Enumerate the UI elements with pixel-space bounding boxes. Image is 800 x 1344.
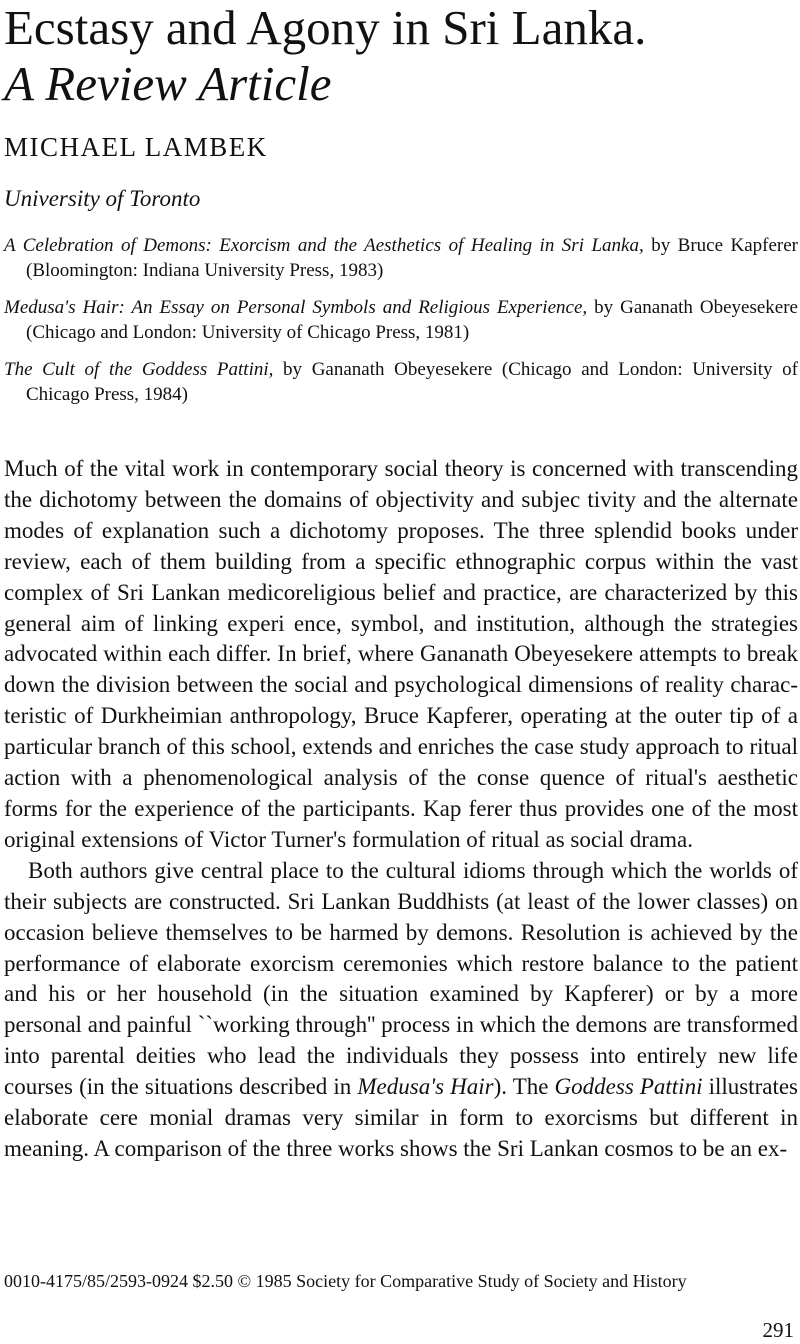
book-title: The Cult of the Goddess Pattini, <box>4 359 274 380</box>
paragraph-text: Both authors give central place to the cultural idioms through which the worlds of their subjects are constructed. Sri Lankan Buddhists (at least of the lower classes) on occasion believe themselves to be harmed by demons. Resolution is achieved by the performance of elaborate exorcism ceremonies which restore balance to the patient and his or her household (in the situation examined by Kapferer) or by a more personal and painful ``working through'' process in which the demons are transformed into parental deities who lead the individuals they possess into entirely new life courses (in the situations described in <box>4 857 798 1100</box>
reviewed-books-list <box>4 233 798 419</box>
book-title-reference: Goddess Pattini <box>554 1074 703 1100</box>
book-details: by Bruce Kapferer (Bloomington: Indiana University Press, 1983) <box>26 235 799 281</box>
book-details: by Gananath Obeyesekere (Chicago and London: University of Chicago Press, 1984) <box>26 359 798 405</box>
body-paragraph-2 <box>4 856 798 1165</box>
author-name: MICHAEL LAMBEK <box>4 132 268 162</box>
title-main: Ecstasy and Agony in Sri Lanka. <box>4 0 647 55</box>
author-affiliation: University of Toronto <box>4 186 201 211</box>
paragraph-text: ). The <box>493 1074 549 1100</box>
book-details: by Gananath Obeyesekere (Chicago and London: University of Chicago Press, 1981) <box>26 297 798 343</box>
body-paragraph-1: Much of the vital work in contemporary social theory is concerned with transcending the dichotomy between the domains of objectivity and subjec tivity and the alternate modes of explanation such a dichotomy proposes. The three splendid books under review, each of them building from a specific ethnographic corpus within the vast complex of Sri Lankan medicoreligious belief and practice, are characterized by this general aim of linking experi ence, symbol, and institution, although the strategies advocated within each differ. In brief, where Gananath Obeyesekere attempts to break down the division between the social and psychological dimensions of reality charac teristic of Durkheimian anthropology, Bruce Kapferer, operating at the outer tip of a particular branch of this school, extends and enriches the case study approach to ritual action with a phenomenological analysis of the conse quence of ritual's aesthetic forms for the experience of the participants. Kap ferer thus provides one of the most original extensions of Victor Turner's formulation of ritual as social drama. <box>4 456 798 852</box>
reviewed-book <box>4 295 798 345</box>
reviewed-book <box>4 233 798 283</box>
paragraph-text: illustrates elaborate cere monial dramas very similar in form to exorcisms but different in meaning. A comparison of the three works shows the Sri Lankan cosmos to be an ex- <box>4 1074 798 1161</box>
book-title: A Celebration of Demons: Exorcism and the Aesthetics of Healing in Sri Lanka, <box>4 235 644 256</box>
reviewed-book <box>4 357 798 407</box>
book-title-reference: Medusa's Hair <box>357 1074 494 1100</box>
page-number: 291 <box>762 1318 794 1342</box>
copyright-line: 0010-4175/85/2593-0924 $2.50 © 1985 Society for Comparative Study of Society and History <box>4 1271 687 1291</box>
book-title: Medusa's Hair: An Essay on Personal Symbols and Religious Experience, <box>4 297 588 318</box>
article-body <box>4 454 798 1165</box>
article-title <box>4 0 646 112</box>
title-subtitle: A Review Article <box>4 56 332 111</box>
